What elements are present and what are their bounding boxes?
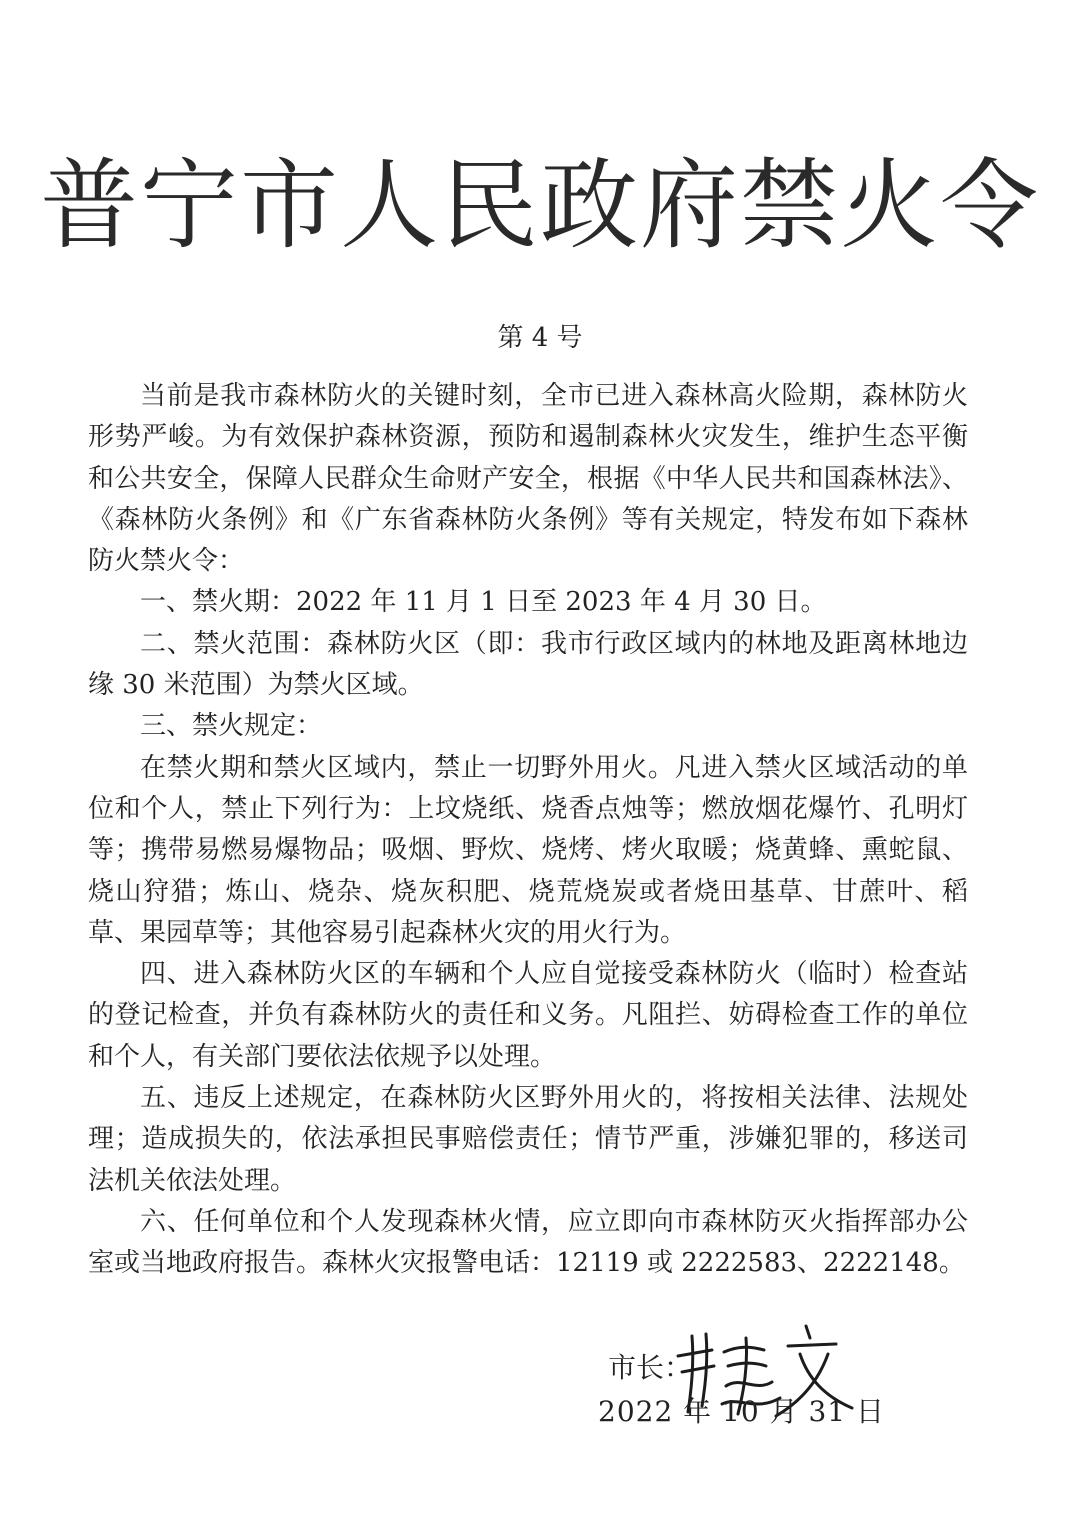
section-4-checkpoint: 四、进入森林防火区的车辆和个人应自觉接受森林防火（临时）检查站的登记检查，并负有森林防火的责任和义务。凡阻拦、妨碍检查工作的单位和个人，有关部门要依法依规予以处理。 — [88, 959, 968, 1072]
document-number: 第 4 号 — [497, 323, 583, 353]
section-5-penalty: 五、违反上述规定，在森林防火区野外用火的，将按相关法律、法规处理；造成损失的，依法承担民事赔偿责任；情节严重，涉嫌犯罪的，移送司法机关依法处理。 — [88, 1083, 968, 1196]
section-1-period: 一、禁火期：2022 年 11 月 1 日至 2023 年 4 月 30 日。 — [140, 587, 827, 618]
section-6-report: 六、任何单位和个人发现森林火情，应立即向市森林防灭火指挥部办公室或当地政府报告。森林火灾报警电话：12119 或 2222583、2222148。 — [88, 1206, 968, 1279]
section-3-heading: 三、禁火规定： — [140, 711, 323, 742]
document-body — [88, 376, 968, 1285]
signature-label: 市长： — [608, 1351, 693, 1384]
section-3-rules: 在禁火期和禁火区域内，禁止一切野外用火。凡进入禁火区域活动的单位和个人，禁止下列行为：上坟烧纸、烧香点烛等；燃放烟花爆竹、孔明灯等；携带易燃易爆物品；吸烟、野炊、烧烤、烤火取暖；烧黄蜂、熏蛇鼠、烧山狩猎；炼山、烧杂、烧灰积肥、烧荒烧炭或者烧田基草、甘蔗叶、稻草、果园草等；其他容易引起森林火灾的用火行为。 — [88, 752, 968, 948]
signing-date: 2022 年 10 月 31 日 — [598, 1395, 886, 1428]
intro-paragraph: 当前是我市森林防火的关键时刻，全市已进入森林高火险期，森林防火形势严峻。为有效保护森林资源，预防和遏制森林火灾发生，维护生态平衡和公共安全，保障人民群众生命财产安全，根据《中华人民共和国森林法》、《森林防火条例》和《广东省森林防火条例》等有关规定，特发布如下森林防火禁火令： — [88, 381, 968, 577]
section-2-scope: 二、禁火范围：森林防火区（即：我市行政区域内的林地及距离林地边缘 30 米范围）为禁火区域。 — [88, 628, 968, 701]
document-title: 普宁市人民政府禁火令 — [39, 149, 1040, 263]
